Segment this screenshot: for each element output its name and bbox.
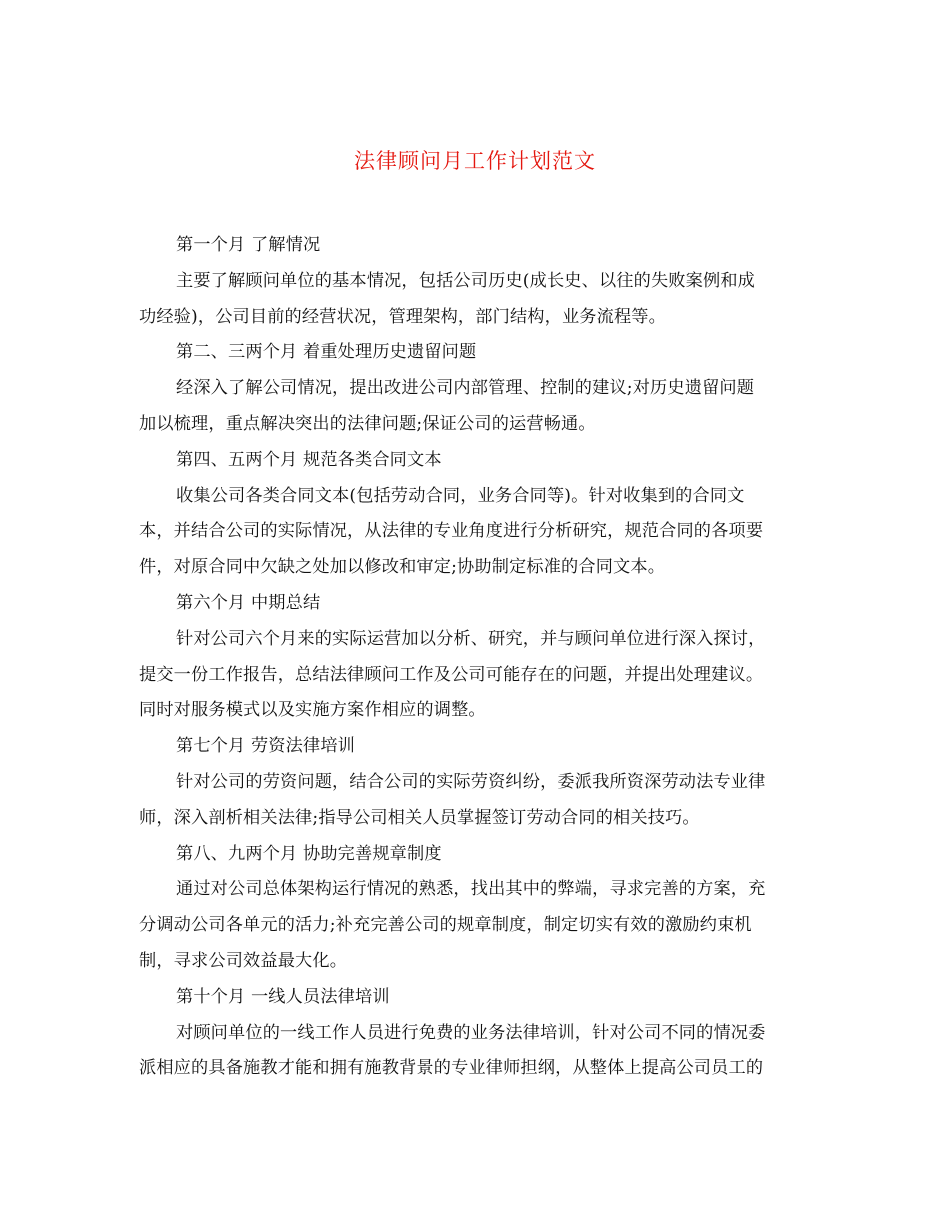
paragraph-line-first: 针对公司六个月来的实际运营加以分析、研究，并与顾问单位进行深入探讨，: [176, 628, 766, 649]
paragraph-line-first: 第十个月 一线人员法律培训: [176, 986, 390, 1007]
paragraph-line-first: 第二、三两个月 着重处理历史遗留问题: [176, 342, 477, 363]
paragraph-line-first: 第六个月 中期总结: [176, 592, 321, 613]
paragraph-line-first: 第七个月 劳资法律培训: [176, 736, 355, 757]
paragraph-line-first: 通过对公司总体架构运行情况的熟悉，找出其中的弊端，寻求完善的方案，充: [176, 879, 766, 900]
paragraph-line-first: 对顾问单位的一线工作人员进行免费的业务法律培训，针对公司不同的情况委: [176, 1022, 766, 1043]
paragraph-line-first: 第四、五两个月 规范各类合同文本: [176, 449, 442, 470]
paragraph-line: 制，寻求公司效益最大化。: [139, 950, 348, 971]
paragraph-line: 功经验)，公司目前的经营状况，管理架构，部门结构，业务流程等。: [139, 306, 666, 327]
paragraph-line-first: 第一个月 了解情况: [176, 235, 321, 255]
paragraph-line: 提交一份工作报告，总结法律顾问工作及公司可能存在的问题，并提出处理建议。: [139, 664, 764, 685]
paragraph-line-first: 针对公司的劳资问题，结合公司的实际劳资纠纷，委派我所资深劳动法专业律: [176, 771, 766, 792]
paragraph-line: 师，深入剖析相关法律;指导公司相关人员掌握签订劳动合同的相关技巧。: [139, 807, 700, 828]
paragraph-line: 件，对原合同中欠缺之处加以修改和审定;协助制定标准的合同文本。: [139, 557, 666, 578]
paragraph-line: 同时对服务模式以及实施方案作相应的调整。: [139, 700, 486, 721]
paragraph-line: 派相应的具备施教才能和拥有施教背景的专业律师担纲，从整体上提高公司员工的: [139, 1058, 764, 1079]
document-title: 法律顾问月工作计划范文: [354, 149, 596, 173]
paragraph-line-first: 经深入了解公司情况，提出改进公司内部管理、控制的建议;对历史遗留问题: [176, 378, 755, 399]
paragraph-line-first: 第八、九两个月 协助完善规章制度: [176, 843, 442, 864]
paragraph-line-first: 收集公司各类合同文本(包括劳动合同，业务合同等)。针对收集到的合同文: [176, 485, 745, 506]
document-body: [139, 228, 811, 1087]
paragraph-line: 加以梳理，重点解决突出的法律问题;保证公司的运营畅通。: [139, 413, 596, 434]
paragraph-line-first: 主要了解顾问单位的基本情况，包括公司历史(成长史、以往的失败案例和成: [176, 270, 755, 291]
paragraph-line: 本，并结合公司的实际情况，从法律的专业角度进行分析研究，规范合同的各项要: [139, 521, 764, 542]
paragraph-line: 分调动公司各单元的活力;补充完善公司的规章制度，制定切实有效的激励约束机: [139, 915, 752, 936]
